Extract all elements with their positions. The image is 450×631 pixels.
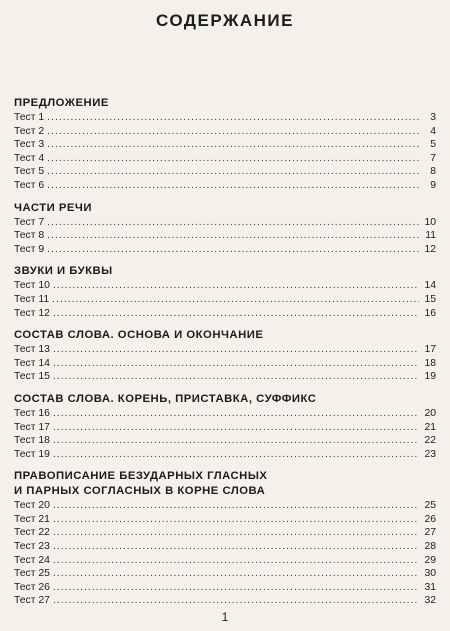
leader-dots [47, 138, 419, 152]
entry-label: Тест 9 [14, 243, 45, 255]
toc-entry [14, 179, 436, 193]
leader-dots [47, 111, 419, 125]
entry-page: 14 [424, 280, 436, 292]
entry-page: 10 [424, 216, 436, 228]
leader-dots [53, 499, 419, 513]
toc-entry [14, 499, 436, 513]
entry-label: Тест 7 [14, 216, 45, 228]
entry-label: Тест 6 [14, 179, 45, 191]
entry-page: 17 [424, 344, 436, 356]
leader-dots [53, 594, 419, 608]
entry-page: 16 [424, 307, 436, 319]
toc-section [14, 96, 436, 193]
toc-entry [14, 293, 436, 307]
leader-dots [47, 216, 419, 230]
leader-dots [53, 567, 419, 581]
leader-dots [53, 581, 419, 595]
leader-dots [53, 526, 419, 540]
page-title: СОДЕРЖАНИЕ [156, 11, 294, 30]
toc-entry [14, 216, 436, 230]
leader-dots [53, 540, 419, 554]
section-heading: ЧАСТИ РЕЧИ [14, 201, 92, 214]
section-heading: ЗВУКИ И БУКВЫ [14, 265, 113, 278]
entry-page: 11 [425, 230, 436, 242]
entry-label: Тест 14 [14, 357, 50, 369]
leader-dots [53, 307, 419, 321]
toc-entry [14, 243, 436, 257]
leader-dots [53, 407, 419, 421]
toc-entry [14, 279, 436, 293]
section-heading: ПРАВОПИСАНИЕ БЕЗУДАРНЫХ ГЛАСНЫХ И ПАРНЫХ СОГЛАСНЫХ В КОРНЕ СЛОВА [14, 470, 268, 498]
entry-label: Тест 19 [14, 448, 50, 460]
entry-page: 32 [424, 595, 436, 607]
toc-entry [14, 554, 436, 568]
entry-page: 3 [430, 112, 436, 123]
entry-label: Тест 10 [14, 280, 50, 292]
entry-label: Тест 17 [14, 421, 50, 433]
entry-label: Тест 24 [14, 554, 50, 566]
leader-dots [47, 152, 419, 166]
toc-section [14, 264, 436, 320]
toc-section [14, 201, 436, 257]
leader-dots [47, 243, 419, 257]
entry-page: 7 [430, 152, 436, 164]
entry-label: Тест 21 [14, 513, 50, 525]
entry-page: 28 [424, 541, 436, 553]
toc-entry [14, 165, 436, 179]
entry-page: 19 [424, 371, 436, 383]
section-heading: ПРЕДЛОЖЕНИЕ [14, 97, 109, 109]
entry-page: 8 [430, 166, 436, 178]
toc-entry [14, 125, 436, 139]
toc-entry [14, 370, 436, 384]
entry-page: 21 [424, 421, 436, 433]
leader-dots [52, 293, 419, 307]
leader-dots [47, 165, 419, 179]
toc-entry [14, 581, 436, 595]
entry-page: 4 [430, 125, 436, 137]
toc-entry [14, 407, 436, 421]
entry-label: Тест 11 [14, 293, 50, 305]
toc-entry [14, 567, 436, 581]
entry-label: Тест 13 [14, 344, 50, 356]
entry-label: Тест 1 [14, 112, 45, 123]
entry-label: Тест 26 [14, 581, 50, 593]
entry-page: 22 [424, 435, 436, 447]
toc-entry [14, 343, 436, 357]
entry-label: Тест 15 [14, 371, 50, 383]
leader-dots [47, 229, 419, 243]
entry-label: Тест 18 [14, 435, 50, 447]
toc-entry [14, 229, 436, 243]
entry-page: 9 [430, 179, 436, 191]
toc-entry [14, 307, 436, 321]
section-heading: СОСТАВ СЛОВА. КОРЕНЬ, ПРИСТАВКА, СУФФИКС [14, 392, 317, 405]
entry-page: 23 [424, 448, 436, 460]
toc-section [14, 328, 436, 384]
section-heading: СОСТАВ СЛОВА. ОСНОВА И ОКОНЧАНИЕ [14, 329, 264, 342]
entry-label: Тест 4 [14, 152, 45, 164]
leader-dots [53, 554, 419, 568]
toc-entry [14, 594, 436, 608]
leader-dots [53, 343, 419, 357]
entry-page: 5 [430, 139, 436, 151]
entry-page: 12 [424, 243, 436, 255]
entry-label: Тест 12 [14, 307, 50, 319]
entry-label: Тест 16 [14, 407, 50, 419]
entry-page: 29 [424, 554, 436, 566]
entry-page: 25 [424, 500, 436, 512]
leader-dots [53, 357, 419, 371]
leader-dots [53, 279, 419, 293]
table-of-contents [14, 96, 436, 608]
leader-dots [53, 434, 419, 448]
toc-entry [14, 421, 436, 435]
entry-page: 26 [424, 513, 436, 525]
toc-section [14, 469, 436, 608]
toc-section [14, 392, 436, 461]
leader-dots [53, 513, 419, 527]
entry-label: Тест 8 [14, 230, 45, 242]
entry-page: 31 [424, 581, 436, 593]
toc-entry [14, 434, 436, 448]
leader-dots [47, 179, 419, 193]
entry-label: Тест 5 [14, 166, 45, 178]
toc-entry [14, 138, 436, 152]
toc-entry [14, 152, 436, 166]
leader-dots [47, 125, 419, 139]
toc-entry [14, 357, 436, 371]
toc-entry [14, 513, 436, 527]
leader-dots [53, 421, 419, 435]
entry-page: 18 [424, 357, 436, 369]
entry-page: 30 [424, 568, 436, 580]
entry-page: 15 [424, 293, 436, 305]
entry-label: Тест 27 [14, 595, 50, 607]
page-number: 1 [221, 610, 229, 624]
toc-entry [14, 111, 436, 125]
entry-label: Тест 22 [14, 527, 50, 539]
toc-entry [14, 448, 436, 462]
leader-dots [53, 370, 419, 384]
toc-entry [14, 526, 436, 540]
entry-label: Тест 2 [14, 125, 45, 137]
entry-page: 20 [424, 407, 436, 419]
entry-label: Тест 23 [14, 541, 50, 553]
leader-dots [53, 448, 419, 462]
entry-label: Тест 20 [14, 500, 50, 512]
entry-label: Тест 3 [14, 139, 45, 151]
entry-page: 27 [424, 527, 436, 539]
entry-label: Тест 25 [14, 568, 50, 580]
toc-entry [14, 540, 436, 554]
